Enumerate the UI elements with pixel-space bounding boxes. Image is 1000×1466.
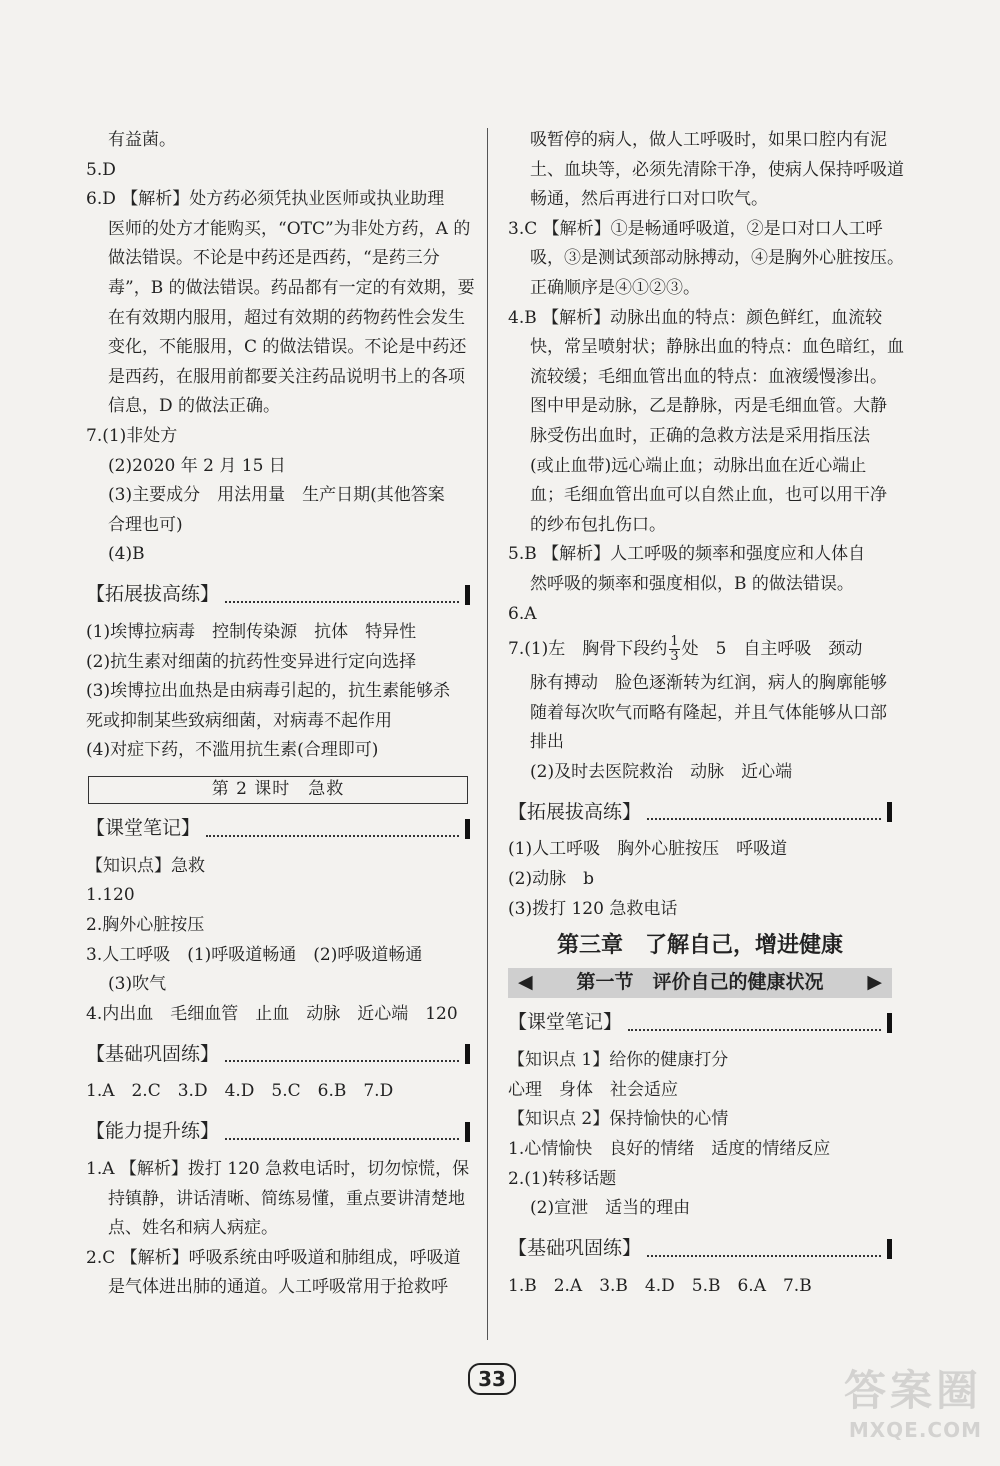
q7-prefix: 7.(1)左 胸骨下段约 xyxy=(508,639,668,660)
answer-line: 土、血块等，必须先清除干净，使病人保持呼吸道 xyxy=(530,159,904,180)
answer-line: (3)拨打 120 急救电话 xyxy=(508,898,678,919)
end-bar xyxy=(887,802,892,822)
answer-line: 吸，③是测试颈部动脉搏动，④是胸外心脏按压。 xyxy=(530,248,904,269)
fraction-numerator: 1 xyxy=(670,634,679,650)
right-answers-top xyxy=(508,126,904,629)
end-bar xyxy=(465,1044,470,1064)
lesson-title: 第 2 课时 急救 xyxy=(88,776,468,804)
left-tuozhan-answers xyxy=(86,618,470,766)
left-ketang-answers xyxy=(86,852,470,1030)
section-header-jichu xyxy=(86,1039,470,1069)
dotted-leader xyxy=(628,1015,881,1031)
section-header-ketang xyxy=(86,814,470,844)
section-banner xyxy=(508,968,892,998)
left-answers-top xyxy=(86,126,475,570)
q7-suffix: 处 5 自主呼吸 颈动 xyxy=(681,639,863,660)
answer-line: 心理 身体 社会适应 xyxy=(508,1079,678,1100)
answer-line: 血；毛细血管出血可以自然止血，也可以用干净 xyxy=(530,485,887,506)
answer-line: 是气体进出肺的通道。人工呼吸常用于抢救呼 xyxy=(108,1277,448,1298)
section-header-ketang xyxy=(508,1008,892,1038)
answer-line: (或止血带)远心端止血；动脉出血在近心端止 xyxy=(530,455,867,476)
section-header-jichu xyxy=(508,1234,892,1264)
section-title: 【课堂笔记】 xyxy=(86,817,201,840)
answer-line: (2)动脉 b xyxy=(508,869,594,890)
fraction-denominator: 3 xyxy=(670,649,679,665)
answer-line: 变化，不能服用，C 的做法错误。不论是中药还 xyxy=(108,337,467,358)
answer-line: 的纱布包扎伤口。 xyxy=(530,514,666,535)
section-title: 【拓展拔高练】 xyxy=(86,583,220,606)
column-divider xyxy=(487,128,488,1340)
answer-line: 是西药，在服用前都要关注药品说明书上的各项 xyxy=(108,366,465,387)
answer-line: 持镇静，讲话清晰、简练易懂，重点要讲清楚地 xyxy=(108,1188,465,1209)
answer-line: 4.B 【解析】动脉出血的特点：颜色鲜红，血流较 xyxy=(508,307,883,328)
answer-line: (2)2020 年 2 月 15 日 xyxy=(108,455,286,476)
answer-line: 随着每次吹气而略有隆起，并且气体能够从口部 xyxy=(530,702,887,723)
right-arrow-icon: ▶ xyxy=(867,971,882,994)
section-header-tuozhan xyxy=(508,797,892,827)
answer-line: 快，常呈喷射状；静脉出血的特点：血色暗红，血 xyxy=(530,337,904,358)
answer-line: 【知识点 2】保持愉快的心情 xyxy=(508,1109,729,1130)
answer-line: 6.A xyxy=(508,603,537,624)
end-bar xyxy=(465,819,470,839)
answer-line: 死或抑制某些致病细菌，对病毒不起作用 xyxy=(86,710,392,731)
answer-line: 1.120 xyxy=(86,885,135,906)
dotted-leader xyxy=(647,1241,881,1257)
left-nengli-answers xyxy=(86,1155,470,1303)
answer-line: (4)对症下药，不滥用抗生素(合理即可) xyxy=(86,740,379,761)
answer-line: 流较缓；毛细血管出血的特点：血液缓慢渗出。 xyxy=(530,366,887,387)
answer-line: 做法错误。不论是中药还是西药，“是药三分 xyxy=(108,248,440,269)
answer-line: (4)B xyxy=(108,544,145,565)
watermark-url: MXQE.COM xyxy=(848,1418,982,1442)
section-header-tuozhan xyxy=(86,580,470,610)
section-banner-title: 第一节 评价自己的健康状况 xyxy=(576,971,824,994)
answer-line: 畅通，然后再进行口对口吹气。 xyxy=(530,189,768,210)
dotted-leader xyxy=(206,821,459,837)
page-number: 33 xyxy=(468,1363,516,1395)
q7-continuation xyxy=(508,669,892,787)
answer-line: 6.D 【解析】处方药必须凭执业医师或执业助理 xyxy=(86,189,445,210)
right-column xyxy=(508,126,904,1301)
answer-line: 1.A 【解析】拨打 120 急救电话时，切勿惊慌，保 xyxy=(86,1159,470,1180)
answer-line: 排出 xyxy=(530,732,564,753)
answer-line: 医师的处方才能购买，“OTC”为非处方药，A 的 xyxy=(108,218,471,239)
end-bar xyxy=(887,1239,892,1259)
section-title: 【拓展拔高练】 xyxy=(508,800,642,823)
section-title: 【基础巩固练】 xyxy=(86,1042,220,1065)
jichu-answers: 1.A 2.C 3.D 4.D 5.C 6.B 7.D xyxy=(86,1081,394,1102)
section-title: 【基础巩固练】 xyxy=(508,1237,642,1260)
answer-line: 4.内出血 毛细血管 止血 动脉 近心端 120 xyxy=(86,1003,458,1024)
dotted-leader xyxy=(647,804,881,820)
answer-line: 【知识点】急救 xyxy=(86,855,205,876)
answer-line: (2)抗生素对细菌的抗药性变异进行定向选择 xyxy=(86,651,417,672)
answer-line: 脉有搏动 脸色逐渐转为红润，病人的胸廓能够 xyxy=(530,673,887,694)
answer-line: 5.D xyxy=(86,159,116,180)
left-column xyxy=(86,126,475,1303)
answer-line: 然呼吸的频率和强度相似，B 的做法错误。 xyxy=(530,573,854,594)
answer-line: (3)主要成分 用法用量 生产日期(其他答案 xyxy=(108,485,445,506)
answer-line: 图中甲是动脉，乙是静脉，丙是毛细血管。大静 xyxy=(530,396,887,417)
answer-line: 3.C 【解析】①是畅通呼吸道，②是口对口人工呼 xyxy=(508,218,883,239)
answer-line: (2)宣泄 适当的理由 xyxy=(530,1198,691,1219)
right-tuozhan-answers xyxy=(508,835,892,924)
answer-line: (1)埃博拉病毒 控制传染源 抗体 特异性 xyxy=(86,621,417,642)
answer-line: 3.人工呼吸 (1)呼吸道畅通 (2)呼吸道畅通 xyxy=(86,944,423,965)
watermark-text: 答案圈 xyxy=(843,1366,982,1415)
answer-line: 脉受伤出血时，正确的急救方法是采用指压法 xyxy=(530,425,870,446)
answer-line: 吸暂停的病人，做人工呼吸时，如果口腔内有泥 xyxy=(530,130,887,150)
q7-line xyxy=(508,629,892,669)
end-bar xyxy=(465,585,470,605)
answer-line: 5.B 【解析】人工呼吸的频率和强度应和人体自 xyxy=(508,544,866,565)
answer-line: 点、姓名和病人病症。 xyxy=(108,1218,278,1239)
answer-line: 7.(1)非处方 xyxy=(86,425,178,446)
watermark-logo xyxy=(844,1358,982,1442)
right-ketang-answers xyxy=(508,1046,892,1224)
dotted-leader xyxy=(225,1046,459,1062)
answer-line: (1)人工呼吸 胸外心脏按压 呼吸道 xyxy=(508,839,788,860)
answer-line: 2.C 【解析】呼吸系统由呼吸道和肺组成，呼吸道 xyxy=(86,1247,461,1268)
answer-line: 1.心情愉快 良好的情绪 适度的情绪反应 xyxy=(508,1139,831,1160)
dotted-leader xyxy=(225,587,459,603)
answer-line: 正确顺序是④①②③。 xyxy=(530,277,700,298)
answer-line: 毒”，B 的做法错误。药品都有一定的有效期，要 xyxy=(108,277,475,298)
section-header-nengli xyxy=(86,1117,470,1147)
end-bar xyxy=(887,1013,892,1033)
answer-line: 信息，D 的做法正确。 xyxy=(108,396,281,417)
answer-line: 2.(1)转移话题 xyxy=(508,1168,617,1189)
answer-line: 合理也可) xyxy=(108,514,183,535)
fraction xyxy=(669,635,679,664)
answer-line: 有益菌。 xyxy=(108,130,176,150)
answer-line: (2)及时去医院救治 动脉 近心端 xyxy=(530,761,793,782)
dotted-leader xyxy=(225,1124,459,1140)
section-title: 【课堂笔记】 xyxy=(508,1011,623,1034)
answer-line: (3)吹气 xyxy=(108,974,167,995)
jichu-answers: 1.B 2.A 3.B 4.D 5.B 6.A 7.B xyxy=(508,1275,812,1296)
answer-line: 2.胸外心脏按压 xyxy=(86,915,205,936)
section-title: 【能力提升练】 xyxy=(86,1120,220,1143)
answer-line: (3)埃博拉出血热是由病毒引起的，抗生素能够杀 xyxy=(86,681,451,702)
end-bar xyxy=(465,1122,470,1142)
chapter-title: 第三章 了解自己，增进健康 xyxy=(556,933,843,959)
answer-line: 在有效期内服用，超过有效期的药物药性会发生 xyxy=(108,307,465,328)
left-arrow-icon: ◀ xyxy=(518,971,533,994)
answer-line: 【知识点 1】给你的健康打分 xyxy=(508,1050,729,1071)
